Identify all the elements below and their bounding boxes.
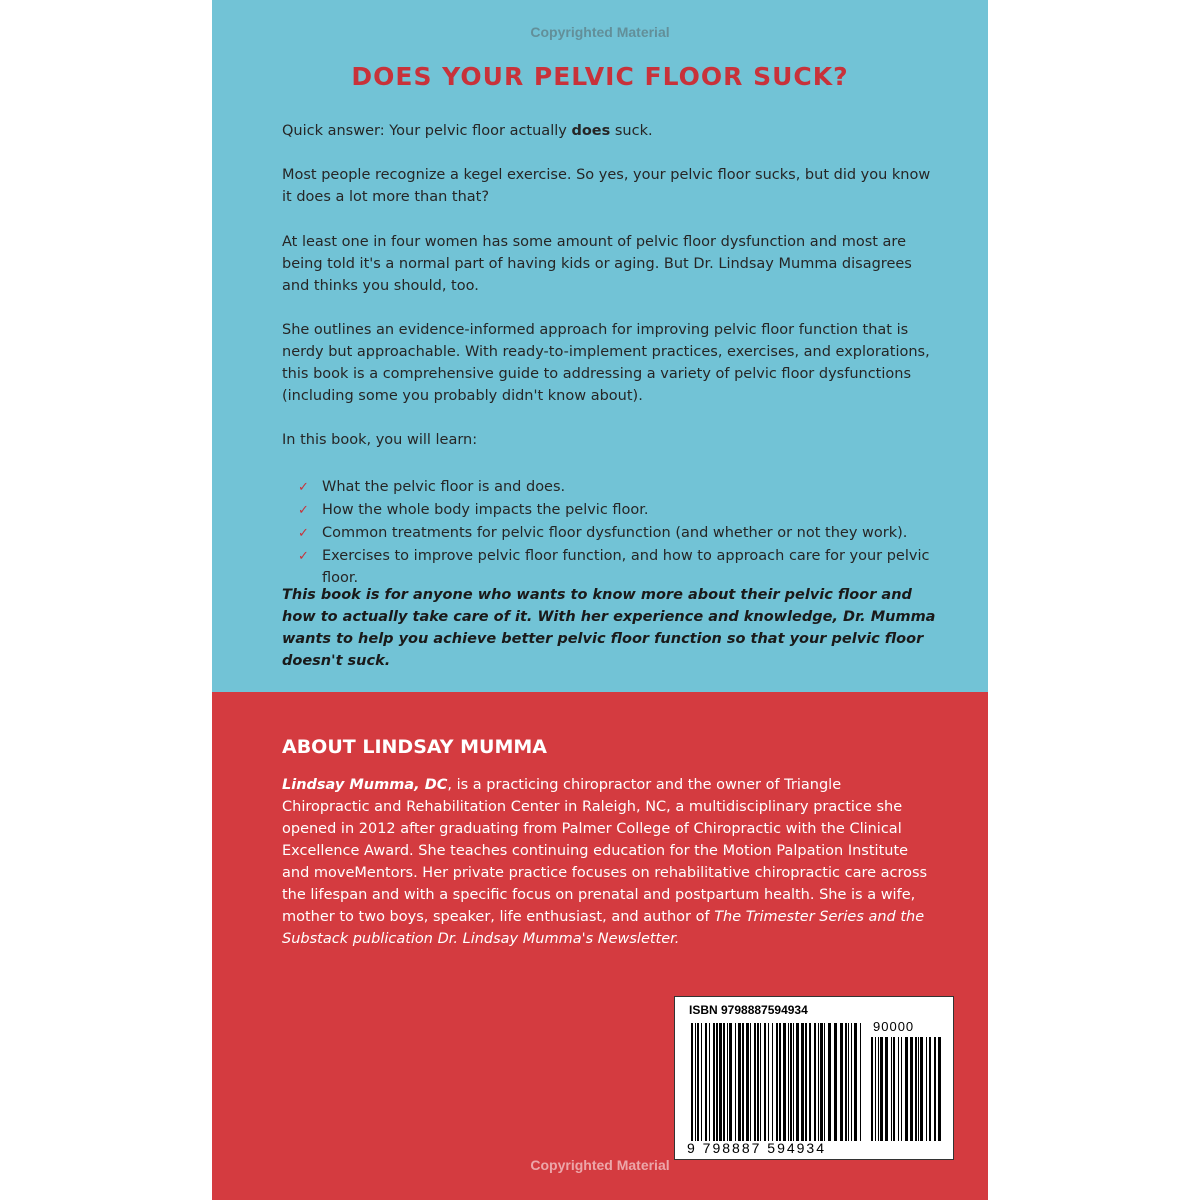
author-bio-text: , is a practicing chiropractor and the owner of Triangle Chiropractic and Rehabilitation Center in Raleigh, NC, a multidisciplinary practice she opened in 2012 after graduating from Palmer College of Chiropractic with the Clinical Excellence Award. She teaches continuing education for the Motion Palpation Institute and moveMentors. Her private practice focuses on rehabilitative chiropractic care across the lifespan and with a specific focus on prenatal and postpartum health. She is a wife, mother to two boys, speaker, life enthusiast, and author of (282, 777, 928, 925)
intro-paragraph-2 (282, 164, 932, 208)
author-name: Lindsay Mumma, DC (282, 777, 448, 793)
intro-p1-start: Quick answer: Your pelvic floor actually (282, 123, 572, 139)
top-blue-panel (212, 0, 988, 692)
author-bio (282, 774, 932, 950)
checkmark-icon: ✓ (298, 526, 309, 541)
list-item-text: Exercises to improve pelvic floor function, and how to approach care for your pelvic floor. (322, 548, 930, 586)
intro-p1-end: suck. (610, 123, 653, 139)
intro-paragraph-3 (282, 231, 932, 297)
book-back-cover (212, 0, 988, 1200)
isbn-barcode (674, 996, 954, 1160)
intro-paragraph-1 (282, 120, 932, 142)
isbn-label: ISBN 9798887594934 (689, 1003, 808, 1017)
closing-paragraph: This book is for anyone who wants to know more about their pelvic floor and how to actually take care of it. With her experience and knowledge, Dr. Mumma wants to help you achieve better pelvic floor function so that your pelvic floor doesn't suck. (282, 587, 936, 669)
intro-p2-text: Most people recognize a kegel exercise. So yes, your pelvic floor sucks, but did you know it does a lot more than that? (282, 167, 931, 205)
list-item (298, 522, 948, 545)
list-item (298, 499, 948, 522)
list-item (298, 545, 948, 589)
copyright-watermark-top: Copyrighted Material (530, 24, 670, 40)
intro-p4-text: She outlines an evidence-informed approach for improving pelvic floor function that is nerdy but approachable. With ready-to-implement practices, exercises, and explorations, this book is a comprehensive guide to addressing a variety of pelvic floor dysfunctions (including some you probably didn't know about). (282, 322, 930, 404)
list-item (298, 476, 948, 499)
price-code: 90000 (873, 1019, 915, 1034)
intro-paragraph-5 (282, 429, 932, 451)
intro-paragraph-4 (282, 319, 932, 407)
intro-p1-bold: does (571, 123, 611, 139)
copyright-watermark-bottom: Copyrighted Material (530, 1157, 670, 1173)
intro-p3-text: At least one in four women has some amount of pelvic floor dysfunction and most are being told it's a normal part of having kids or aging. But Dr. Lindsay Mumma disagrees and thinks you should, too. (282, 234, 912, 294)
intro-p5-text: In this book, you will learn: (282, 432, 478, 448)
list-item-text: How the whole body impacts the pelvic floor. (322, 502, 649, 518)
checkmark-icon: ✓ (298, 549, 309, 564)
barcode-bars-addon (871, 1037, 943, 1141)
list-item-text: Common treatments for pelvic floor dysfunction (and whether or not they work). (322, 525, 908, 541)
isbn-digits: 9 798887 594934 (687, 1140, 826, 1156)
author-bio-publications: The Trimester Series and the Substack publication Dr. Lindsay Mumma's Newsletter. (282, 909, 925, 947)
headline: DOES YOUR PELVIC FLOOR SUCK? (351, 62, 849, 91)
learn-list (298, 476, 948, 589)
checkmark-icon: ✓ (298, 480, 309, 495)
checkmark-icon: ✓ (298, 503, 309, 518)
list-item-text: What the pelvic floor is and does. (322, 479, 566, 495)
barcode-bars-main (691, 1023, 863, 1141)
about-author-title: ABOUT LINDSAY MUMMA (282, 736, 547, 758)
